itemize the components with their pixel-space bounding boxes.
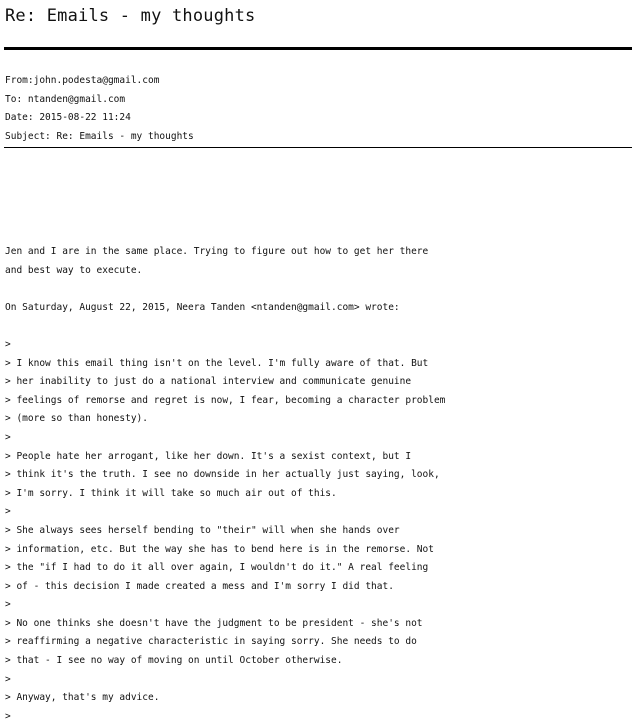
body-line: > People hate her arrogant, like her down. It's a sexist context, but I: [5, 450, 412, 462]
body-line: > I know this email thing isn't on the level. I'm fully aware of that. But: [5, 357, 429, 369]
body-line: >: [5, 673, 11, 685]
header-date: Date: 2015-08-22 11:24: [5, 112, 131, 124]
body-line: > No one thinks she doesn't have the judgment to be president - she's not: [5, 617, 423, 629]
body-line: > that - I see no way of moving on until October otherwise.: [5, 655, 343, 667]
body-line: [5, 317, 445, 336]
body-line: > (more so than honesty).: [5, 413, 148, 425]
header-from: From:john.podesta@gmail.com: [5, 75, 160, 86]
body-line: > reaffirming a negative characteristic in saying sorry. She needs to do: [5, 636, 417, 648]
body-line: >: [5, 599, 11, 611]
email-body: [5, 243, 445, 726]
body-line: >: [5, 338, 11, 350]
body-line: > She always sees herself bending to "their" will when she hands over: [5, 524, 400, 536]
header-subject: Subject: Re: Emails - my thoughts: [5, 130, 194, 142]
body-line: > feelings of remorse and regret is now, I fear, becoming a character problem: [5, 394, 446, 406]
body-line: >: [5, 710, 11, 722]
body-line: >: [5, 431, 11, 443]
body-line: > Anyway, that's my advice.: [5, 692, 160, 704]
body-line: and best way to execute.: [5, 264, 143, 276]
body-line: >: [5, 506, 11, 518]
body-line: Jen and I are in the same place. Trying to figure out how to get her there: [5, 246, 429, 257]
body-line: > her inability to just do a national interview and communicate genuine: [5, 376, 412, 388]
body-line: [5, 280, 445, 299]
body-line: > I'm sorry. I think it will take so much air out of this.: [5, 487, 337, 499]
body-line: > the "if I had to do it all over again, I wouldn't do it." A real feeling: [5, 562, 429, 574]
email-headers: [5, 72, 194, 146]
body-line: On Saturday, August 22, 2015, Neera Tanden <ntanden@gmail.com> wrote:: [5, 301, 400, 313]
header-to: To: ntanden@gmail.com: [5, 93, 126, 105]
body-line: > think it's the truth. I see no downside in her actually just saying, look,: [5, 469, 440, 481]
body-line: > information, etc. But the way she has to bend here is in the remorse. Not: [5, 543, 434, 555]
email-title: Re: Emails - my thoughts: [5, 6, 256, 26]
header-divider: [4, 147, 632, 148]
body-line: > of - this decision I made created a mess and I'm sorry I did that.: [5, 580, 394, 592]
title-divider: [4, 47, 632, 50]
